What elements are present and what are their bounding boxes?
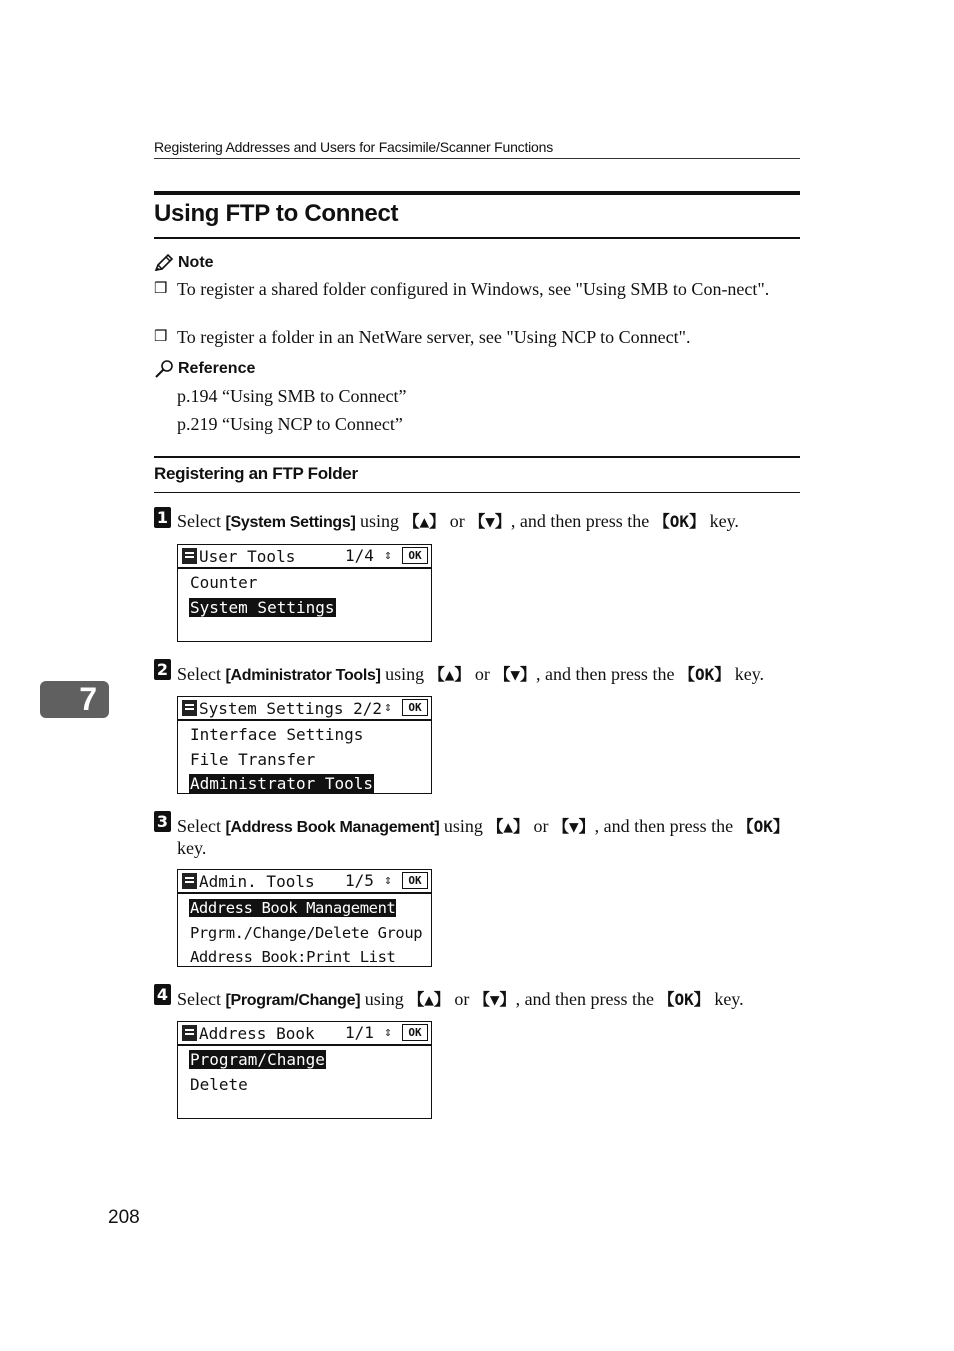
- step-instruction: Select [Administrator Tools] using 【▲】 or 【▼】, and then press the 【OK】 key.: [177, 664, 765, 684]
- up-down-arrow-icon: ⇕: [384, 873, 392, 888]
- page-number: 208: [108, 1207, 140, 1228]
- lcd-header: [178, 545, 431, 569]
- lcd-page: 1/5: [345, 871, 374, 890]
- lcd-header: [178, 870, 431, 894]
- note-item: [154, 279, 778, 300]
- title-top-rule: [154, 191, 800, 195]
- lcd-menu-item[interactable]: Address Book:Print List: [190, 948, 396, 966]
- lcd-screen: [177, 544, 432, 642]
- lcd-page: 1/1: [345, 1023, 374, 1042]
- magnifier-icon: [154, 359, 174, 379]
- step-number: 2: [154, 659, 171, 680]
- step-number: 4: [154, 984, 171, 1005]
- document-icon: [182, 873, 197, 889]
- checkbox-icon: ❒: [154, 329, 168, 345]
- lcd-screen: [177, 869, 432, 967]
- chapter-tab: 7: [40, 681, 109, 718]
- note-label: [154, 254, 214, 272]
- note-label-text: Note: [178, 254, 214, 271]
- lcd-menu-item[interactable]: Interface Settings: [190, 725, 364, 744]
- lcd-menu-item-selected[interactable]: Address Book Management: [190, 899, 396, 917]
- lcd-menu-item[interactable]: Counter: [190, 573, 258, 592]
- lcd-title: Admin. Tools: [199, 871, 315, 891]
- up-down-arrow-icon: ⇕: [384, 548, 392, 563]
- subheading-bottom-rule: [154, 492, 800, 493]
- lcd-title: User Tools: [199, 546, 296, 566]
- sub-heading: Registering an FTP Folder: [154, 464, 358, 483]
- lcd-title: System Settings 2/2: [199, 698, 383, 718]
- document-icon: [182, 700, 197, 716]
- reference-label: [154, 359, 255, 379]
- checkbox-icon: ❒: [154, 281, 168, 297]
- document-icon: [182, 1025, 197, 1041]
- lcd-screen: [177, 1021, 432, 1119]
- lcd-menu-item-selected[interactable]: Administrator Tools: [190, 774, 374, 793]
- running-head: Registering Addresses and Users for Facsimile/Scanner Functions: [154, 139, 554, 155]
- lcd-menu-item[interactable]: Prgrm./Change/Delete Group: [190, 923, 423, 942]
- page-title: Using FTP to Connect: [154, 200, 399, 227]
- ok-key-icon: OK: [402, 547, 428, 564]
- note-item-text: To register a shared folder configured in Windows, see "Using SMB to Con-nect".: [177, 279, 770, 299]
- lcd-menu-item-selected[interactable]: System Settings: [190, 597, 335, 617]
- lcd-menu-item[interactable]: Delete: [190, 1074, 248, 1094]
- ok-key-icon: OK: [402, 872, 428, 889]
- lcd-page: 1/4: [345, 546, 374, 565]
- lcd-menu-item-selected[interactable]: Program/Change: [190, 1050, 325, 1069]
- lcd-header: [178, 697, 431, 721]
- ok-key-icon: OK: [402, 1024, 428, 1041]
- step-instruction: Select [Address Book Management] using 【▲】 or 【▼】, and then press the 【OK】 key.: [177, 816, 789, 858]
- lcd-header: [178, 1022, 431, 1046]
- ok-key-icon: OK: [402, 699, 428, 716]
- reference-link[interactable]: p.219 “Using NCP to Connect”: [177, 414, 403, 434]
- up-down-arrow-icon: ⇕: [384, 1025, 392, 1040]
- header-rule: [154, 158, 800, 159]
- title-bottom-rule: [154, 237, 800, 239]
- subheading-top-rule: [154, 456, 800, 458]
- pencil-icon: [154, 254, 174, 272]
- step-instruction: Select [System Settings] using 【▲】 or 【▼】, and then press the 【OK】 key.: [177, 511, 739, 531]
- reference-link[interactable]: p.194 “Using SMB to Connect”: [177, 386, 407, 406]
- lcd-screen: [177, 696, 432, 794]
- reference-label-text: Reference: [178, 360, 256, 377]
- up-down-arrow-icon: ⇕: [384, 700, 392, 715]
- lcd-menu-item[interactable]: File Transfer: [190, 749, 316, 769]
- note-item: [154, 327, 778, 348]
- note-item-text: To register a folder in an NetWare server, see "Using NCP to Connect".: [177, 327, 691, 347]
- step-instruction: Select [Program/Change] using 【▲】 or 【▼】, and then press the 【OK】 key.: [177, 989, 744, 1009]
- step-number: 1: [154, 507, 171, 528]
- document-icon: [182, 548, 197, 564]
- lcd-title: Address Book: [199, 1023, 315, 1043]
- step-number: 3: [154, 811, 171, 832]
